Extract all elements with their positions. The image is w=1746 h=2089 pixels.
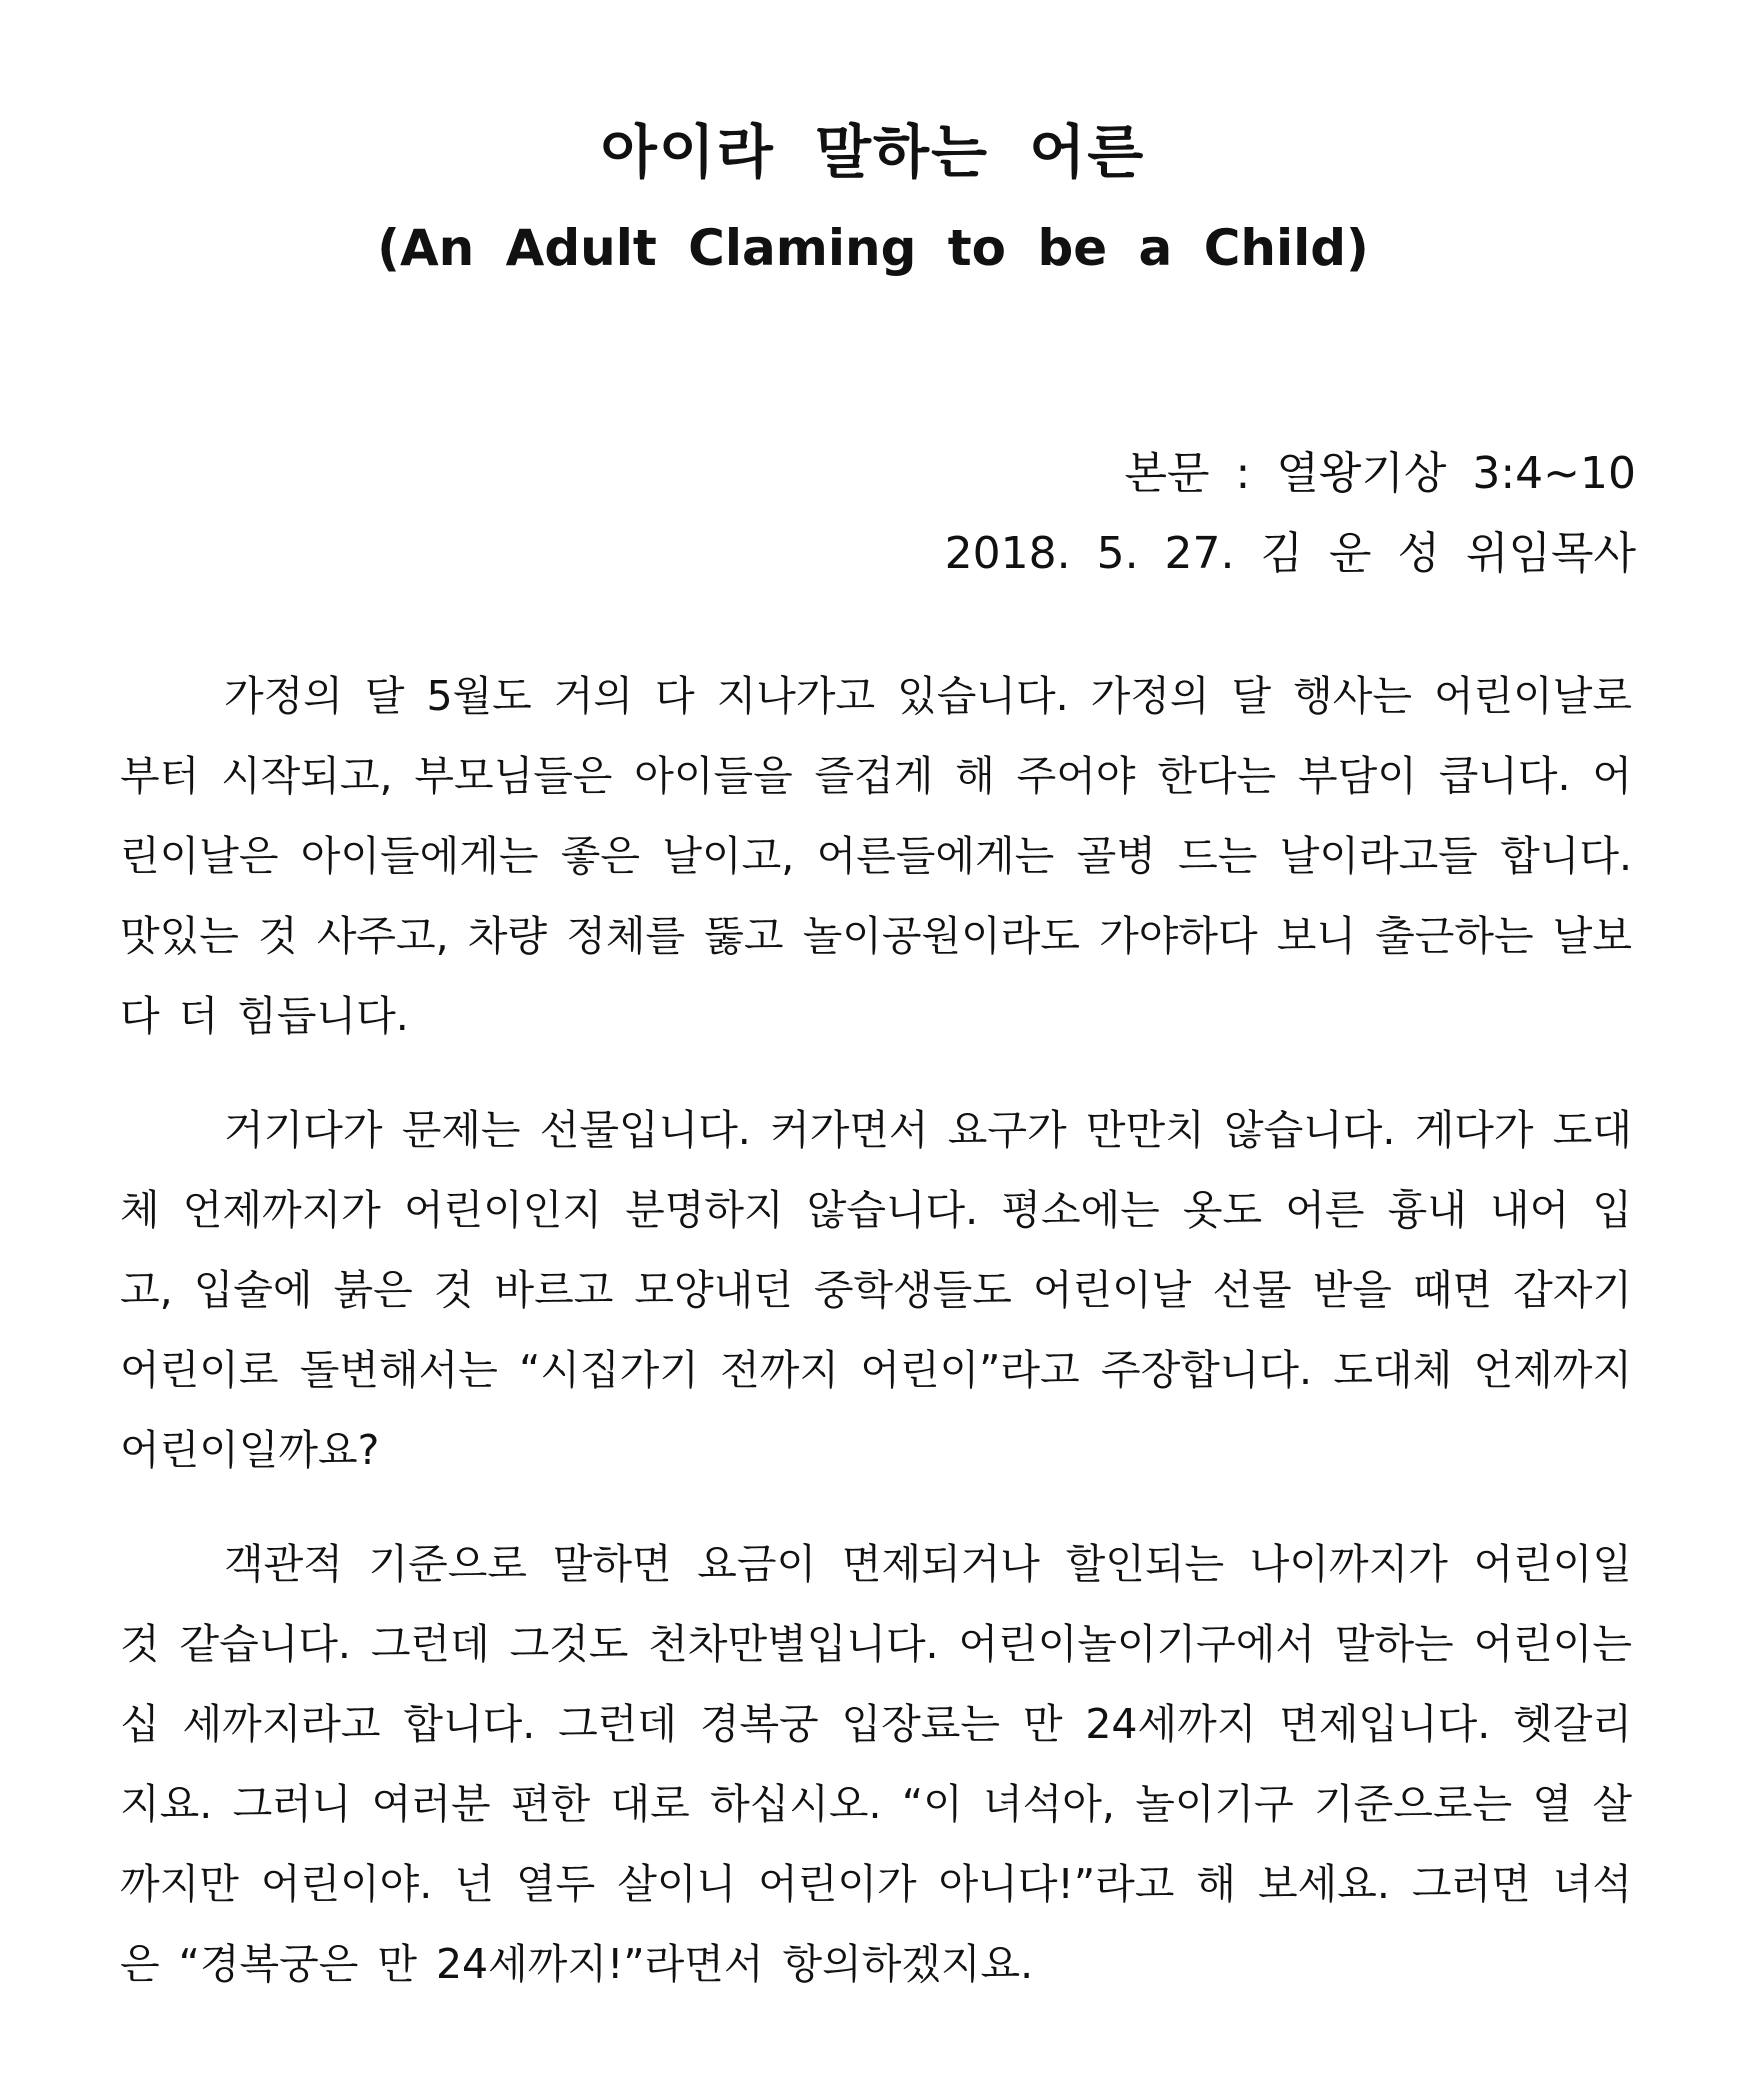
body-paragraph-1: 가정의 달 5월도 거의 다 지나가고 있습니다. 가정의 달 행사는 어린이날로부터 시작되고, 부모님들은 아이들을 즐겁게 해 주어야 한다는 부담이 큽니다. 어린이날은 아이들에게는 좋은 날이고, 어른들에게는 골병 드는 날이라고들 합니다. 맛있는 것 사주고, 차량 정체를 뚫고 놀이공원이라도 가야하다 보니 출근하는 날보다 더 힘듭니다. <box>120 672 1632 1040</box>
sermon-meta <box>945 434 1636 594</box>
body-paragraph-2: 거기다가 문제는 선물입니다. 커가면서 요구가 만만치 않습니다. 게다가 도대체 언제까지가 어린이인지 분명하지 않습니다. 평소에는 옷도 어른 흉내 내어 입고, 입술에 붉은 것 바르고 모양내던 중학생들도 어린이날 선물 받을 때면 갑자기 어린이로 돌변해서는 “시집가기 전까지 어린이”라고 주장합니다. 도대체 언제까지 어린이일까요? <box>120 1106 1632 1474</box>
body-paragraph-3: 객관적 기준으로 말하면 요금이 면제되거나 할인되는 나이까지가 어린이일 것 같습니다. 그런데 그것도 천차만별입니다. 어린이놀이기구에서 말하는 어린이는 십 세까지라고 합니다. 그런데 경복궁 입장료는 만 24세까지 면제입니다. 헷갈리지요. 그러니 여러분 편한 대로 하십시오. “이 녀석아, 놀이기구 기준으로는 열 살까지만 어린이야. 넌 열두 살이니 어린이가 아니다!”라고 해 보세요. 그러면 녀석은 “경복궁은 만 24세까지!”라면서 항의하겠지요. <box>120 1540 1632 1988</box>
document-title: 아이라 말하는 어른 <box>600 118 1146 186</box>
document-subtitle: (An Adult Claming to be a Child) <box>377 219 1369 277</box>
date-author-line: 2018. 5. 27. 김 운 성 위임목사 <box>944 528 1636 579</box>
scripture-reference: 본문 : 열왕기상 3:4~10 <box>1124 448 1636 499</box>
